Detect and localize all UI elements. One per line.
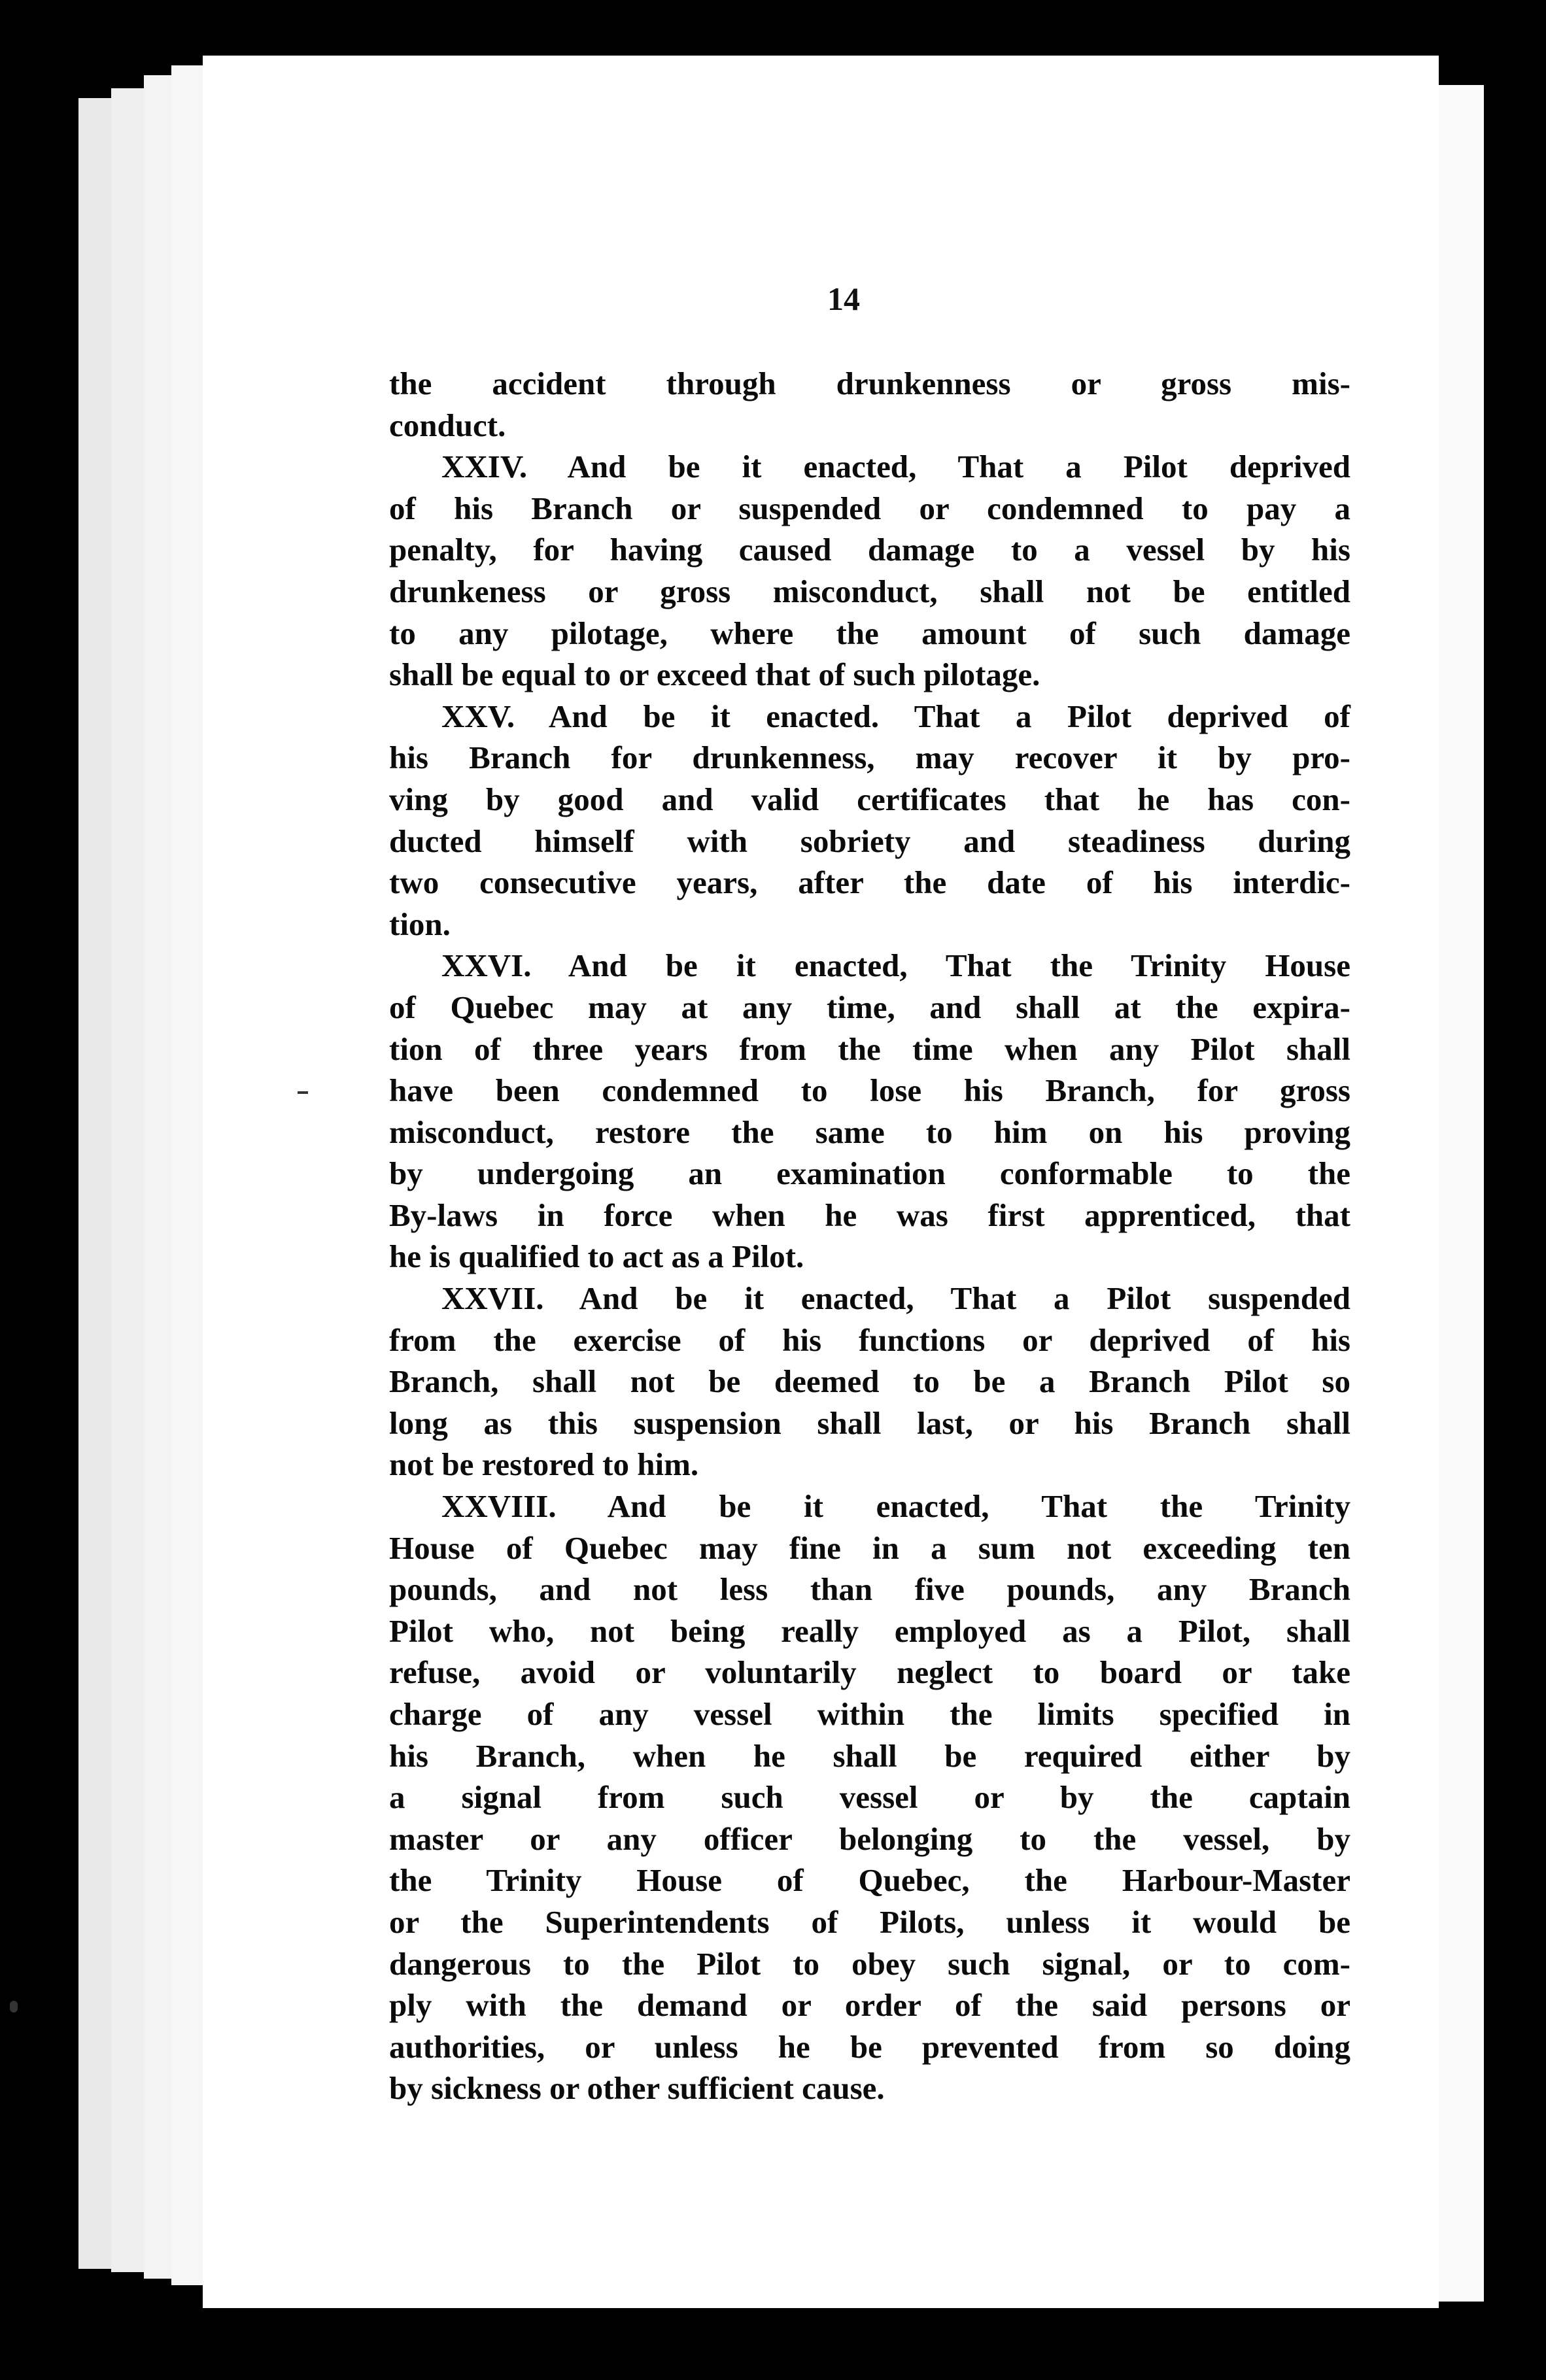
text-line: XXVI. And be it enacted, That the Trinity House (441, 947, 1350, 984)
text-line: he is qualified to act as a Pilot. (389, 1238, 804, 1275)
text-line: two consecutive years, after the date of his interdic- (389, 864, 1350, 901)
page-number: 14 (827, 280, 860, 317)
text-line: by undergoing an examination conformable to the (389, 1155, 1350, 1192)
text-line: ducted himself with sobriety and steadiness during (389, 823, 1350, 859)
text-line: misconduct, restore the same to him on his proving (389, 1114, 1350, 1150)
scan-artifact (10, 2001, 18, 2013)
text-line: the Trinity House of Quebec, the Harbour-Master (389, 1862, 1350, 1899)
text-line: penalty, for having caused damage to a vessel by his (389, 532, 1350, 568)
text-line: long as this suspension shall last, or his Branch shall (389, 1404, 1350, 1441)
text-line: XXVIII. And be it enacted, That the Trinity (441, 1488, 1350, 1525)
text-line: a signal from such vessel or by the captain (389, 1779, 1350, 1816)
text-line: By-laws in force when he was first apprenticed, that (389, 1197, 1350, 1233)
text-line: XXVII. And be it enacted, That a Pilot suspended (441, 1280, 1350, 1317)
text-line: to any pilotage, where the amount of such damage (389, 615, 1350, 651)
text-line: of his Branch or suspended or condemned to pay a (389, 490, 1350, 526)
text-line: his Branch for drunkenness, may recover it by pro- (389, 740, 1350, 776)
text-line: charge of any vessel within the limits specified in (389, 1696, 1350, 1732)
text-line: master or any officer belonging to the vessel, by (389, 1820, 1350, 1857)
text-line: tion. (389, 906, 451, 942)
margin-mark (298, 1091, 308, 1094)
text-line: tion of three years from the time when any Pilot shall (389, 1030, 1350, 1067)
facing-page-edge (1435, 85, 1484, 2302)
text-line: drunkeness or gross misconduct, shall not be entitled (389, 573, 1350, 609)
text-line: dangerous to the Pilot to obey such signal, or to com- (389, 1945, 1350, 1982)
text-line: ving by good and valid certificates that he has con- (389, 781, 1350, 817)
body-text (389, 363, 1350, 2109)
text-line: by sickness or other sufficient cause. (389, 2070, 885, 2107)
text-line: or the Superintendents of Pilots, unless it would be (389, 1903, 1350, 1940)
text-line: ply with the demand or order of the said persons or (389, 1987, 1350, 2024)
text-line: pounds, and not less than five pounds, any Branch (389, 1571, 1350, 1608)
text-line: his Branch, when he shall be required either by (389, 1737, 1350, 1774)
text-line: House of Quebec may fine in a sum not exceeding ten (389, 1529, 1350, 1566)
text-line: Branch, shall not be deemed to be a Branch Pilot so (389, 1363, 1350, 1400)
text-line: XXIV. And be it enacted, That a Pilot deprived (441, 449, 1350, 485)
text-line: the accident through drunkenness or gross mis- (389, 366, 1350, 401)
text-line: of Quebec may at any time, and shall at the expira- (389, 989, 1350, 1025)
text-line: shall be equal to or exceed that of such pilotage. (389, 656, 1040, 693)
text-line: XXV. And be it enacted. That a Pilot deprived of (441, 698, 1350, 734)
text-line: refuse, avoid or voluntarily neglect to board or take (389, 1654, 1350, 1691)
text-line: from the exercise of his functions or deprived of his (389, 1321, 1350, 1358)
text-line: not be restored to him. (389, 1446, 699, 1483)
text-line: have been condemned to lose his Branch, for gross (389, 1072, 1350, 1109)
text-line: Pilot who, not being really employed as a Pilot, shall (389, 1612, 1350, 1649)
text-line: authorities, or unless he be prevented from so doing (389, 2028, 1350, 2065)
text-line: conduct. (389, 407, 506, 443)
